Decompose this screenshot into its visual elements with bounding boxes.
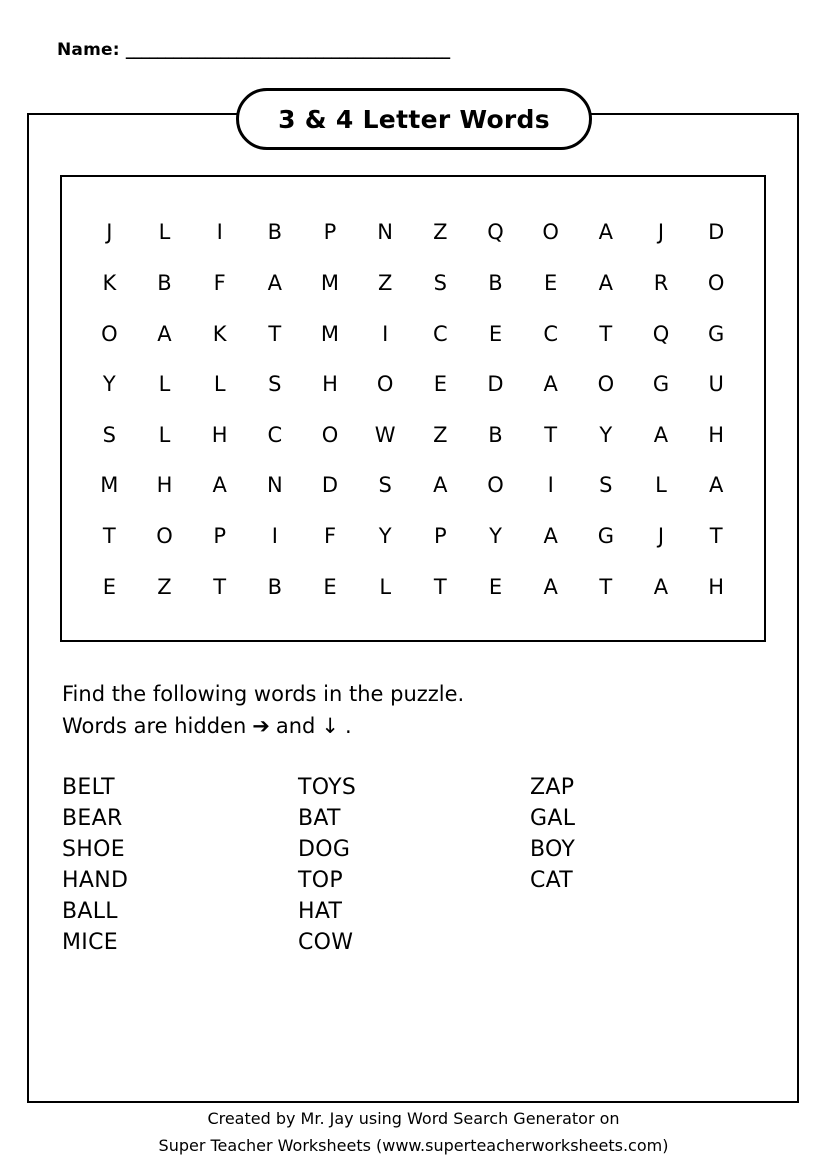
arrow-right-icon: ➔ bbox=[252, 714, 270, 738]
letter-cell: T bbox=[709, 524, 724, 549]
letter-cell: L bbox=[379, 574, 392, 599]
letter-cell: B bbox=[488, 422, 504, 447]
letter-cell: O bbox=[101, 321, 119, 346]
letter-cell: P bbox=[433, 524, 448, 549]
name-blank-line: _________________________________________ bbox=[125, 40, 450, 60]
word-list-item: TOP bbox=[298, 868, 343, 893]
footer-line-2: Super Teacher Worksheets (www.superteacherworksheets.com) bbox=[158, 1136, 669, 1155]
letter-cell: A bbox=[543, 372, 559, 397]
letter-cell: N bbox=[266, 473, 284, 498]
letter-cell: L bbox=[655, 473, 668, 498]
letter-cell: T bbox=[433, 574, 448, 599]
letter-cell: Y bbox=[378, 524, 393, 549]
word-search-grid-box bbox=[60, 175, 766, 642]
letter-cell: Z bbox=[433, 422, 449, 447]
footer bbox=[0, 1105, 827, 1159]
letter-cell: R bbox=[653, 270, 669, 295]
word-list-column-1 bbox=[62, 772, 298, 958]
letter-cell: E bbox=[433, 372, 448, 397]
letter-cell: L bbox=[158, 372, 171, 397]
letter-cell: H bbox=[322, 372, 339, 397]
worksheet-title-pill bbox=[236, 88, 592, 150]
letter-cell: O bbox=[376, 372, 394, 397]
word-list-column-2 bbox=[298, 772, 530, 958]
letter-cell: B bbox=[267, 574, 283, 599]
letter-cell: A bbox=[433, 473, 449, 498]
word-list-item: DOG bbox=[298, 837, 351, 862]
letter-cell: G bbox=[597, 524, 615, 549]
letter-cell: K bbox=[102, 270, 117, 295]
letter-cell: M bbox=[320, 270, 340, 295]
letter-cell: D bbox=[321, 473, 339, 498]
letter-cell: Y bbox=[599, 422, 613, 447]
letter-cell: T bbox=[102, 524, 117, 549]
word-list-item: GAL bbox=[530, 806, 576, 831]
letter-cell: A bbox=[543, 574, 559, 599]
letter-cell: H bbox=[708, 574, 725, 599]
letter-cell: B bbox=[157, 270, 173, 295]
letter-cell: A bbox=[653, 422, 669, 447]
word-list-item: TOYS bbox=[298, 775, 357, 800]
letter-cell: F bbox=[323, 524, 337, 549]
letter-cell: T bbox=[268, 321, 282, 346]
word-list-item: COW bbox=[298, 930, 354, 955]
letter-cell: G bbox=[652, 372, 670, 397]
letter-cell: I bbox=[216, 220, 224, 245]
letter-cell: T bbox=[599, 574, 613, 599]
letter-cell: T bbox=[599, 321, 613, 346]
word-list-item: CAT bbox=[530, 868, 574, 893]
letter-cell: A bbox=[653, 574, 669, 599]
letter-grid bbox=[62, 177, 764, 640]
word-list-column-3 bbox=[530, 772, 682, 958]
letter-cell: H bbox=[211, 422, 229, 447]
letter-cell: L bbox=[158, 422, 171, 447]
letter-cell: O bbox=[321, 422, 339, 447]
letter-cell: A bbox=[157, 321, 173, 346]
letter-cell: F bbox=[213, 270, 227, 295]
instructions-line-2-suffix: . bbox=[345, 714, 352, 738]
letter-cell: J bbox=[106, 220, 113, 245]
word-list-item: BALL bbox=[62, 899, 118, 924]
word-list-item: BELT bbox=[62, 775, 115, 800]
letter-cell: M bbox=[100, 473, 119, 498]
word-list-item: BOY bbox=[530, 837, 576, 862]
letter-cell: J bbox=[657, 220, 665, 245]
letter-cell: T bbox=[213, 574, 227, 599]
letter-cell: J bbox=[657, 524, 665, 549]
letter-cell: O bbox=[156, 524, 174, 549]
instructions-line-1: Find the following words in the puzzle. bbox=[62, 682, 465, 706]
letter-cell: G bbox=[708, 321, 725, 346]
arrow-down-icon: ↓ bbox=[321, 714, 339, 738]
word-list-item: ZAP bbox=[530, 775, 575, 800]
word-list-item: MICE bbox=[62, 930, 118, 955]
letter-cell: S bbox=[102, 422, 117, 447]
letter-cell: B bbox=[267, 220, 283, 245]
letter-cell: A bbox=[708, 473, 724, 498]
letter-cell: A bbox=[543, 524, 559, 549]
instructions-line-2 bbox=[62, 710, 702, 742]
instructions bbox=[62, 678, 702, 742]
letter-cell: A bbox=[598, 270, 614, 295]
instructions-line-2-prefix: Words are hidden bbox=[62, 714, 247, 738]
word-list-item: BAT bbox=[298, 806, 341, 831]
letter-cell: E bbox=[488, 321, 503, 346]
letter-cell: L bbox=[158, 220, 171, 245]
letter-cell: P bbox=[323, 220, 337, 245]
letter-cell: Q bbox=[652, 321, 670, 346]
letter-cell: H bbox=[708, 422, 725, 447]
letter-cell: D bbox=[487, 372, 505, 397]
letter-cell: A bbox=[598, 220, 614, 245]
word-list-item: HAT bbox=[298, 899, 343, 924]
letter-cell: M bbox=[320, 321, 340, 346]
letter-cell: C bbox=[267, 422, 283, 447]
letter-cell: Z bbox=[157, 574, 173, 599]
letter-cell: Y bbox=[489, 524, 503, 549]
letter-cell: E bbox=[544, 270, 558, 295]
letter-cell: N bbox=[377, 220, 394, 245]
name-label: Name: bbox=[57, 40, 120, 60]
page-title: 3 & 4 Letter Words bbox=[278, 104, 550, 134]
letter-cell: S bbox=[378, 473, 393, 498]
letter-cell: C bbox=[432, 321, 449, 346]
letter-cell: Z bbox=[377, 270, 393, 295]
letter-cell: C bbox=[543, 321, 559, 346]
letter-cell: S bbox=[433, 270, 448, 295]
letter-cell: I bbox=[382, 321, 389, 346]
letter-cell: A bbox=[267, 270, 283, 295]
letter-cell: O bbox=[597, 372, 615, 397]
footer-line-1: Created by Mr. Jay using Word Search Generator on bbox=[207, 1109, 620, 1128]
letter-cell: W bbox=[374, 422, 397, 447]
letter-cell: P bbox=[213, 524, 227, 549]
letter-cell: S bbox=[268, 372, 282, 397]
letter-cell: S bbox=[599, 473, 613, 498]
letter-cell: T bbox=[544, 422, 558, 447]
word-list bbox=[62, 772, 682, 958]
letter-cell: K bbox=[212, 321, 228, 346]
word-list-item: HAND bbox=[62, 868, 129, 893]
letter-cell: H bbox=[156, 473, 173, 498]
letter-cell: I bbox=[547, 473, 555, 498]
letter-cell: E bbox=[323, 574, 338, 599]
letter-cell: O bbox=[542, 220, 560, 245]
letter-cell: I bbox=[271, 524, 279, 549]
letter-cell: E bbox=[102, 574, 117, 599]
name-field bbox=[57, 40, 450, 60]
letter-cell: U bbox=[708, 372, 725, 397]
letter-cell: E bbox=[488, 574, 503, 599]
instructions-line-2-middle: and bbox=[275, 714, 316, 738]
letter-cell: L bbox=[213, 372, 227, 397]
letter-cell: Q bbox=[487, 220, 505, 245]
letter-cell: O bbox=[487, 473, 505, 498]
letter-cell: B bbox=[488, 270, 504, 295]
letter-cell: A bbox=[212, 473, 228, 498]
letter-cell: D bbox=[708, 220, 725, 245]
letter-cell: O bbox=[707, 270, 725, 295]
letter-cell: Y bbox=[102, 372, 117, 397]
letter-cell: Z bbox=[433, 220, 449, 245]
word-list-item: SHOE bbox=[62, 837, 125, 862]
word-list-item: BEAR bbox=[62, 806, 123, 831]
